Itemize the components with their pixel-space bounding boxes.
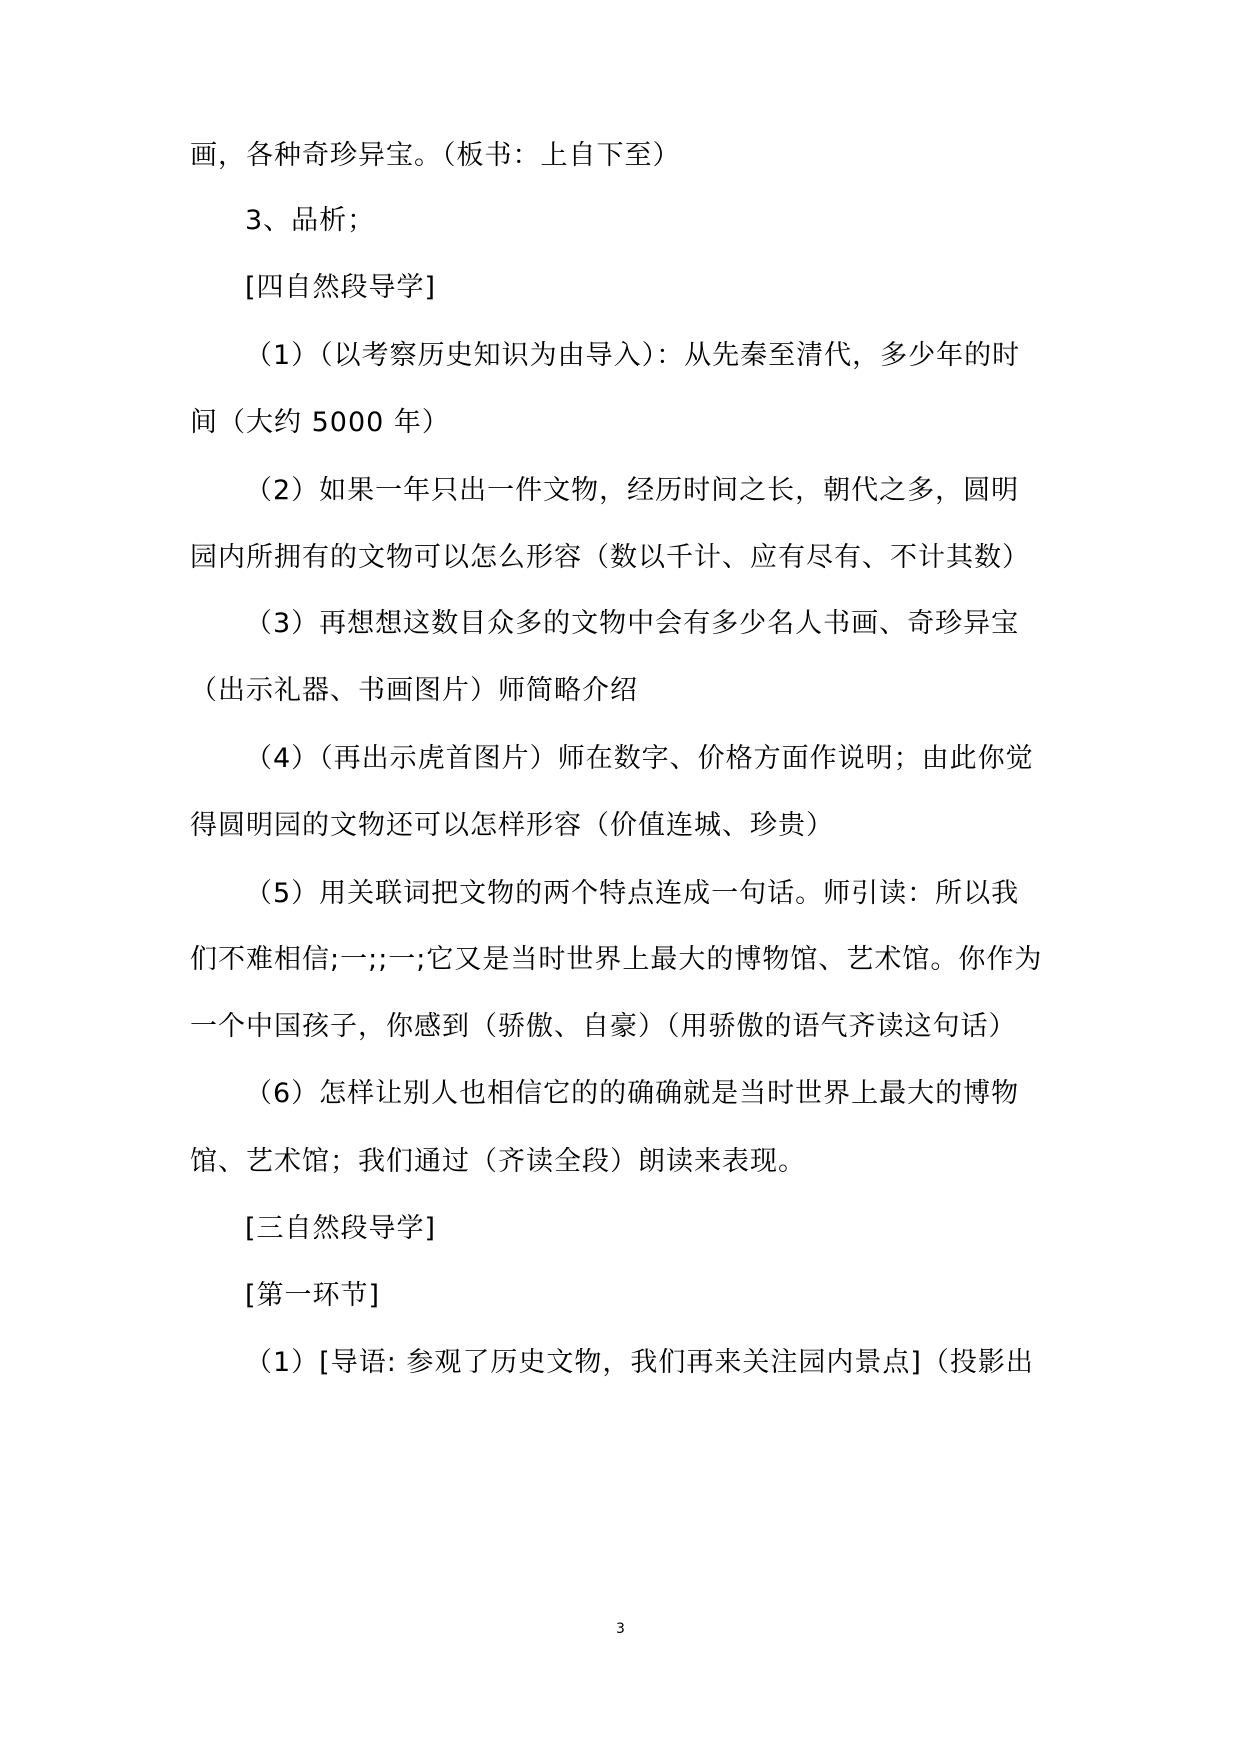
text-line-2: 3、品析； [245,205,376,236]
section-heading-step-1: [第一环节] [245,1280,381,1311]
text-line-4: （1）（以考察历史知识为由导入）：从先秦至清代，多少年的时 [245,340,1021,371]
section-heading-paragraph-4: [四自然段导学] [245,272,437,303]
text-line-7: 园内所拥有的文物可以怎么形容（数以千计、应有尽有、不计其数） [190,542,1030,573]
text-line-16: 馆、艺术馆；我们通过（齐读全段）朗读来表现。 [190,1146,806,1177]
text-line-6: （2）如果一年只出一件文物，经历时间之长，朝代之多，圆明 [245,475,1020,506]
text-line-8: （3）再想想这数目众多的文物中会有多少名人书画、奇珍异宝 [245,608,1020,639]
text-line-9: （出示礼器、书画图片）师简略介绍 [190,675,638,706]
text-line-1: 画，各种奇珍异宝。（板书：上自下至） [190,140,681,171]
text-line-13: 们不难相信;一;;一;它又是当时世界上最大的博物馆、艺术馆。你作为 [190,944,1043,975]
text-line-11: 得圆明园的文物还可以怎样形容（价值连城、珍贵） [190,810,834,841]
text-line-14: 一个中国孩子，你感到（骄傲、自豪）（用骄傲的语气齐读这句话） [190,1011,1017,1042]
text-line-10: （4）（再出示虎首图片）师在数字、价格方面作说明；由此你觉 [245,743,1034,774]
text-line-5: 间（大约 5000 年） [190,407,450,438]
text-line-15: （6）怎样让别人也相信它的的确确就是当时世界上最大的博物 [245,1078,1020,1109]
text-line-12: （5）用关联词把文物的两个特点连成一句话。师引读：所以我 [245,878,1020,909]
section-heading-paragraph-3: [三自然段导学] [245,1213,437,1244]
page-number: 3 [616,1621,625,1637]
text-line-19: （1）[导语: 参观了历史文物，我们再来关注园内景点]（投影出 [245,1347,1034,1378]
